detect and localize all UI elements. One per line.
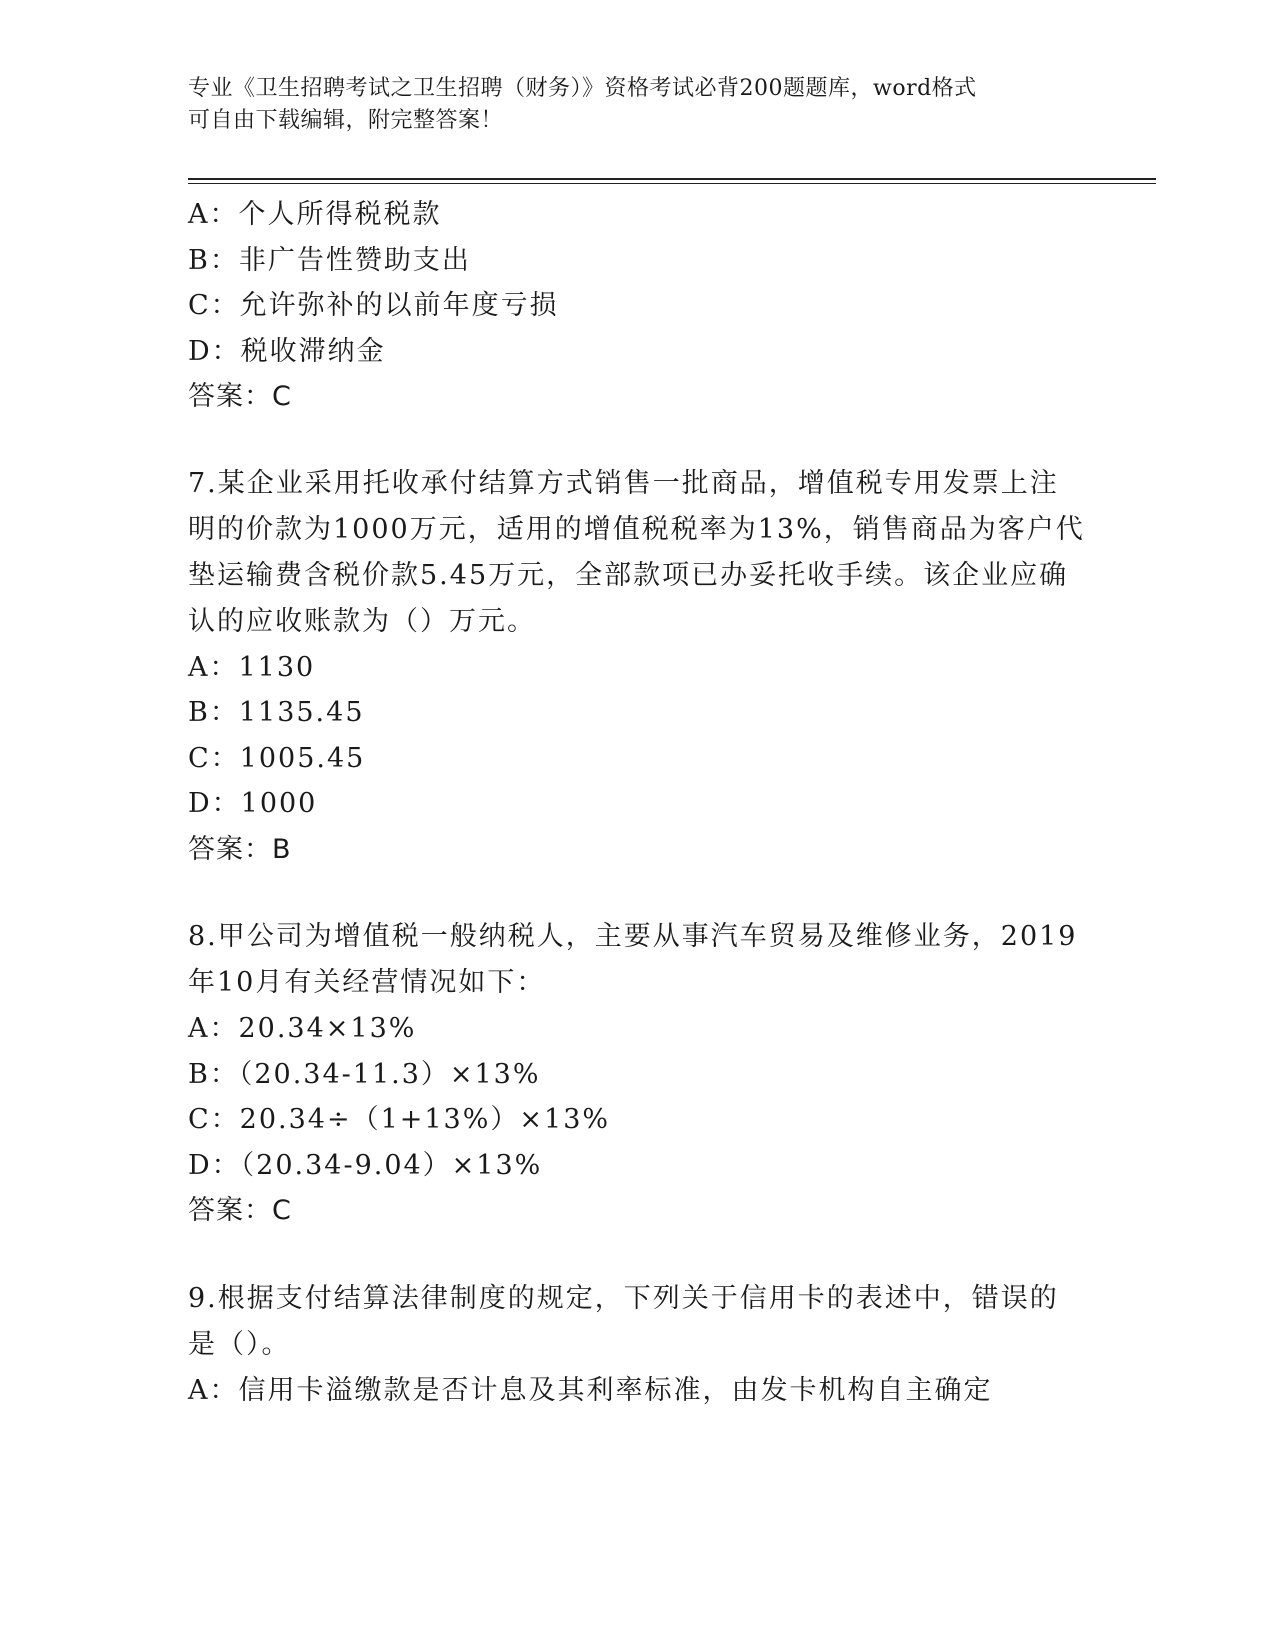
- question-8-block: [188, 914, 1088, 1234]
- header-line-2: 可自由下载编辑，附完整答案！: [188, 108, 504, 133]
- option-d: D：（20.34-9.04）×13%: [188, 1149, 543, 1181]
- answer-line: 答案：B: [188, 833, 292, 865]
- question-text-line: 是（）。: [188, 1328, 291, 1360]
- answer-line: 答案：C: [188, 1195, 292, 1226]
- spacer: [188, 420, 1088, 461]
- option-b: B：（20.34-11.3）×13%: [188, 1058, 541, 1090]
- question-text-line: 年10月有关经营情况如下：: [188, 967, 546, 998]
- question-text-line: 7.某企业采用托收承付结算方式销售一批商品，增值税专用发票上注: [188, 467, 1059, 499]
- header-divider-thick: [188, 178, 1156, 180]
- document-header: [188, 73, 1088, 137]
- option-d: D：1000: [188, 788, 318, 819]
- question-text-line: 8.甲公司为增值税一般纳税人，主要从事汽车贸易及维修业务，2019: [188, 921, 1078, 952]
- header-divider-thin: [188, 183, 1156, 184]
- option-b: B：1135.45: [188, 697, 365, 728]
- question-text-line: 垫运输费含税价款5.45万元，全部款项已办妥托收手续。该企业应确: [188, 559, 1069, 591]
- option-a: A：1130: [188, 651, 316, 683]
- spacer: [188, 1234, 1088, 1276]
- option-c: C：允许弥补的以前年度亏损: [188, 290, 559, 321]
- header-line-1: 专业《卫生招聘考试之卫生招聘（财务）》资格考试必背200题题库，word格式: [188, 76, 977, 101]
- option-a: A：个人所得税税款: [188, 199, 442, 230]
- option-a: A：20.34×13%: [188, 1013, 417, 1044]
- option-c: C：20.34÷（1+13%）×13%: [188, 1104, 611, 1135]
- option-b: B：非广告性赞助支出: [188, 244, 471, 276]
- question-7-block: [188, 461, 1088, 873]
- document-body: [188, 192, 1088, 1413]
- question-6-block: [188, 192, 1088, 420]
- answer-line: 答案：C: [188, 381, 292, 412]
- question-text-line: 认的应收账款为（）万元。: [188, 605, 536, 637]
- option-c: C：1005.45: [188, 742, 366, 774]
- option-a: A：信用卡溢缴款是否计息及其利率标准，由发卡机构自主确定: [188, 1374, 993, 1406]
- spacer: [188, 872, 1088, 914]
- question-9-block: [188, 1276, 1088, 1414]
- question-text-line: 明的价款为1000万元，适用的增值税税率为13%，销售商品为客户代: [188, 513, 1085, 545]
- option-d: D：税收滞纳金: [188, 335, 386, 367]
- question-text-line: 9.根据支付结算法律制度的规定，下列关于信用卡的表述中，错误的: [188, 1282, 1059, 1314]
